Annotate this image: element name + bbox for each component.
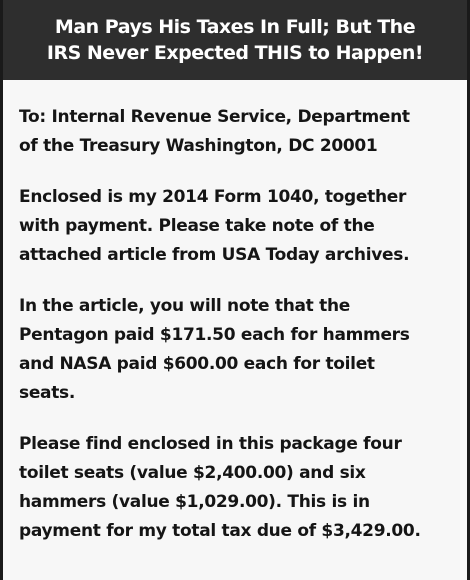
letter-line: payment for my total tax due of $3,429.00. [19, 521, 421, 541]
letter-line: toilet seats (value $2,400.00) and six [19, 463, 366, 483]
letter-line: Please find enclosed in this package four [19, 434, 402, 454]
letter-line: To: Internal Revenue Service, Department [19, 107, 410, 127]
headline-banner [3, 0, 467, 80]
letter-line: of the Treasury Washington, DC 20001 [19, 136, 378, 156]
letter-line: hammers (value $1,029.00). This is in [19, 492, 370, 512]
headline-line-1: Man Pays His Taxes In Full; But The [54, 16, 416, 38]
headline-line-2: IRS Never Expected THIS to Happen! [46, 42, 424, 64]
letter-line: attached article from USA Today archives. [19, 245, 410, 265]
letter-payment-paragraph [19, 430, 459, 546]
letter-line: and NASA paid $600.00 each for toilet [19, 354, 375, 374]
letter-line: with payment. Please take note of the [19, 216, 375, 236]
letter-body [19, 103, 459, 568]
letter-line: In the article, you will note that the [19, 296, 350, 316]
letter-line: seats. [19, 383, 76, 403]
letter-line: Enclosed is my 2014 Form 1040, together [19, 187, 407, 207]
letter-address-paragraph [19, 103, 459, 161]
letter-line: Pentagon paid $171.50 each for hammers [19, 325, 410, 345]
letter-enclosure-paragraph [19, 183, 459, 270]
letter-article-paragraph [19, 292, 459, 408]
